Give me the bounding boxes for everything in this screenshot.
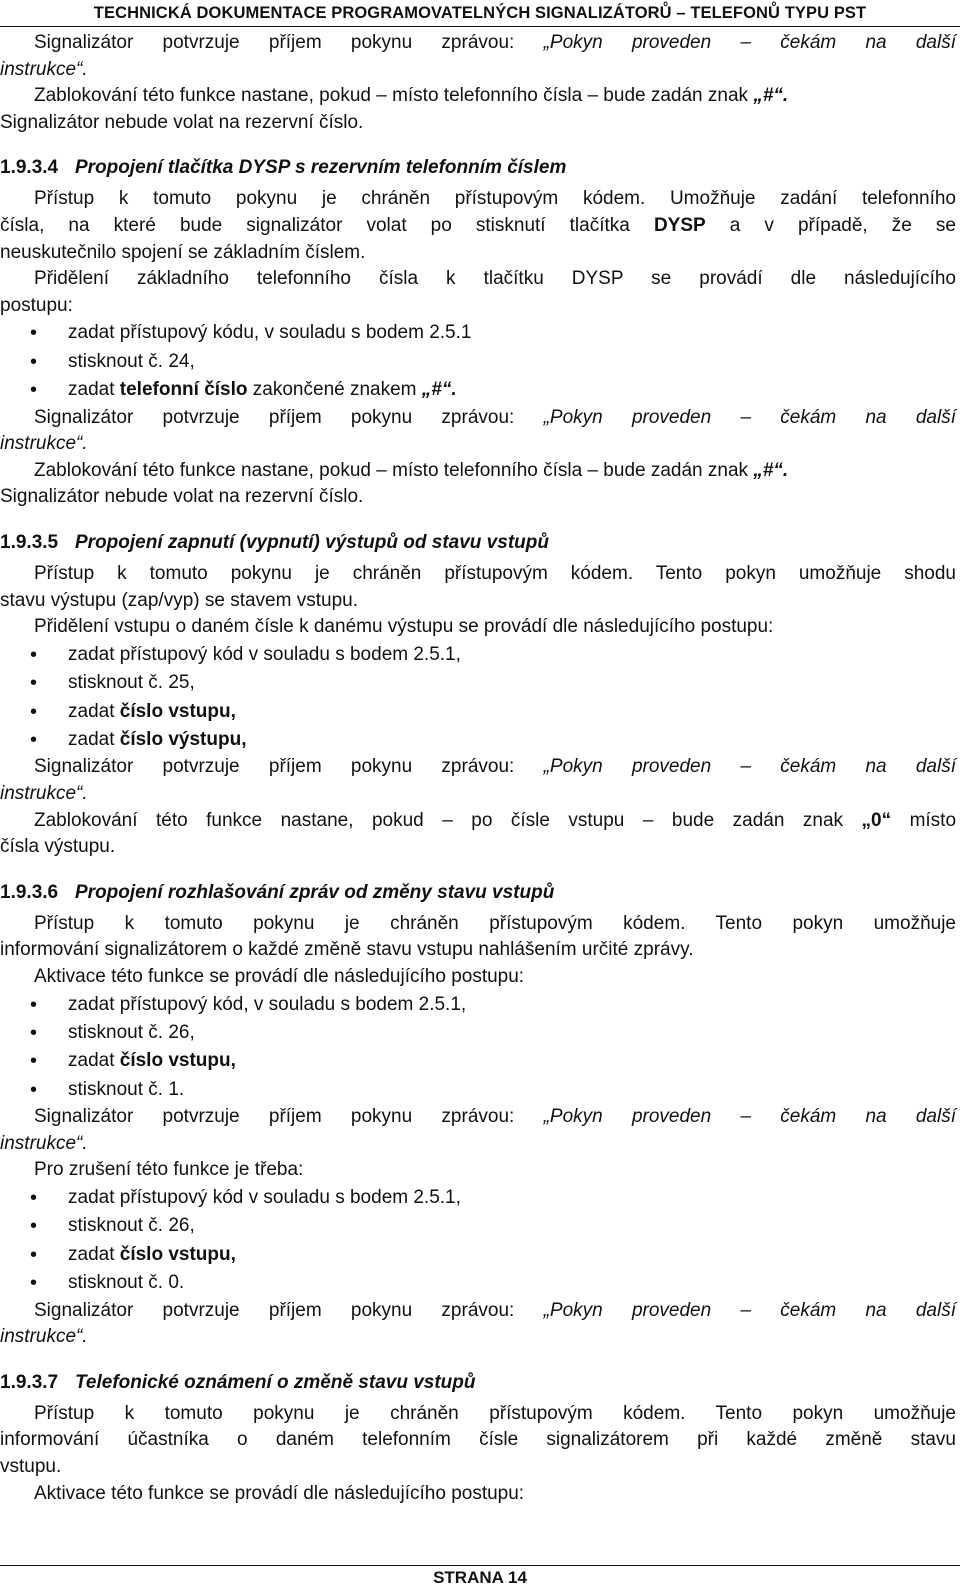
block-text-end: čísla výstupu.	[0, 836, 116, 858]
list-item: • stisknout č. 26,	[0, 1019, 956, 1047]
bullet-icon: •	[30, 643, 38, 666]
section-heading-1936: 1.9.3.6 Propojení rozhlašování zpráv od změny stavu vstupů	[0, 881, 555, 903]
bullet-icon: •	[30, 700, 38, 723]
paragraph: Přístup k tomuto pokynu je chráněn přístupovým kódem. Umožňuje zadání telefonního	[34, 188, 956, 210]
section-heading-1935: 1.9.3.5 Propojení zapnutí (vypnutí) výstupů od stavu vstupů	[0, 531, 549, 553]
bullet-icon: •	[30, 1078, 38, 1101]
bullet-icon: •	[30, 1215, 38, 1238]
paragraph: Aktivace této funkce se provádí dle následujícího postupu:	[34, 965, 525, 987]
page-header: TECHNICKÁ DOKUMENTACE PROGRAMOVATELNÝCH SIGNALIZÁTORŮ – TELEFONŮ TYPU PST	[0, 0, 960, 27]
bullet-icon: •	[30, 1021, 38, 1044]
block-text: Zablokování této funkce nastane, pokud – místo telefonního čísla – bude zadán znak „#“.	[34, 459, 789, 481]
bullet-icon: •	[30, 1186, 38, 1209]
paragraph: čísla, na které bude signalizátor volat po stisknutí tlačítka DYSP a v případě, že se	[0, 214, 956, 236]
bullet-icon: •	[30, 672, 38, 695]
list-item: • zadat číslo vstupu,	[0, 1047, 956, 1075]
list-item: • zadat číslo vstupu,	[0, 1241, 956, 1269]
confirmation-text-end: instrukce“.	[0, 1132, 88, 1154]
bullet-icon: •	[30, 1243, 38, 1266]
confirmation-text: Signalizátor potvrzuje příjem pokynu zprávou: „Pokyn proveden – čekám na další	[34, 32, 956, 53]
list-item: • stisknout č. 25,	[0, 669, 956, 697]
page-footer: STRANA 14	[0, 1565, 960, 1590]
paragraph: Přístup k tomuto pokynu je chráněn přístupovým kódem. Tento pokyn umožňuje shodu	[34, 562, 956, 584]
bullet-icon: •	[30, 322, 38, 345]
bullet-icon: •	[30, 379, 38, 402]
list-item: • stisknout č. 24,	[0, 348, 956, 376]
bullet-icon: •	[30, 1050, 38, 1073]
paragraph: Přístup k tomuto pokynu je chráněn přístupovým kódem. Tento pokyn umožňuje	[34, 1402, 956, 1424]
step-list	[0, 319, 956, 404]
list-item: • zadat přístupový kód, v souladu s bodem 2.5.1,	[0, 991, 956, 1019]
list-item: • zadat číslo vstupu,	[0, 698, 956, 726]
confirmation-text: Signalizátor potvrzuje příjem pokynu zprávou: „Pokyn proveden – čekám na další	[34, 1299, 956, 1321]
step-list	[0, 641, 956, 755]
document-body	[0, 30, 956, 1507]
paragraph: Pro zrušení této funkce je třeba:	[34, 1159, 304, 1181]
list-item: • stisknout č. 0.	[0, 1269, 956, 1297]
section-heading-1937: 1.9.3.7 Telefonické oznámení o změně stavu vstupů	[0, 1371, 476, 1393]
block-text: Zablokování této funkce nastane, pokud – po čísle vstupu – bude zadán znak „0“ místo	[34, 809, 957, 831]
confirmation-text-end: instrukce“.	[0, 58, 88, 80]
step-list	[0, 991, 956, 1105]
confirmation-text: Signalizátor potvrzuje příjem pokynu zprávou: „Pokyn proveden – čekám na další	[34, 406, 956, 428]
paragraph: Přístup k tomuto pokynu je chráněn přístupovým kódem. Tento pokyn umožňuje	[34, 912, 956, 934]
list-item: • zadat telefonní číslo zakončené znakem „#“.	[0, 376, 956, 404]
list-item: • stisknout č. 26,	[0, 1212, 956, 1240]
step-list	[0, 1184, 956, 1298]
list-item: • zadat přístupový kód v souladu s bodem 2.5.1,	[0, 1184, 956, 1212]
confirmation-text-end: instrukce“.	[0, 433, 88, 455]
list-item: • stisknout č. 1.	[0, 1076, 956, 1104]
list-item: • zadat číslo výstupu,	[0, 726, 956, 754]
no-call-text: Signalizátor nebude volat na rezervní číslo.	[0, 486, 364, 508]
paragraph: Přidělení vstupu o daném čísle k danému výstupu se provádí dle následujícího postupu:	[34, 616, 774, 638]
confirmation-text: Signalizátor potvrzuje příjem pokynu zprávou: „Pokyn proveden – čekám na další	[34, 1106, 956, 1128]
paragraph: informování signalizátorem o každé změně stavu vstupu nahlášením určité zprávy.	[0, 939, 694, 961]
list-item: • zadat přístupový kód v souladu s bodem 2.5.1,	[0, 641, 956, 669]
paragraph: informování účastníka o daném telefonním čísle signalizátorem při každé změně stavu	[0, 1429, 956, 1451]
no-call-text: Signalizátor nebude volat na rezervní číslo.	[0, 111, 364, 133]
bullet-icon: •	[30, 728, 38, 751]
paragraph: vstupu.	[0, 1455, 62, 1477]
bullet-icon: •	[30, 350, 38, 373]
bullet-icon: •	[30, 993, 38, 1016]
list-item: • zadat přístupový kódu, v souladu s bodem 2.5.1	[0, 319, 956, 347]
paragraph: Přidělení základního telefonního čísla k tlačítku DYSP se provádí dle následujícího	[34, 268, 956, 290]
block-text: Zablokování této funkce nastane, pokud – místo telefonního čísla – bude zadán znak „#“.	[34, 85, 789, 107]
paragraph: neuskutečnilo spojení se základním číslem.	[0, 241, 366, 263]
paragraph: stavu výstupu (zap/vyp) se stavem vstupu.	[0, 589, 358, 611]
confirmation-text-end: instrukce“.	[0, 782, 88, 804]
confirmation-text-end: instrukce“.	[0, 1326, 88, 1348]
paragraph: postupu:	[0, 294, 73, 316]
confirmation-text: Signalizátor potvrzuje příjem pokynu zprávou: „Pokyn proveden – čekám na další	[34, 756, 956, 778]
section-heading-1934: 1.9.3.4 Propojení tlačítka DYSP s rezervním telefonním číslem	[0, 157, 567, 179]
paragraph: Aktivace této funkce se provádí dle následujícího postupu:	[34, 1482, 525, 1504]
bullet-icon: •	[30, 1272, 38, 1295]
